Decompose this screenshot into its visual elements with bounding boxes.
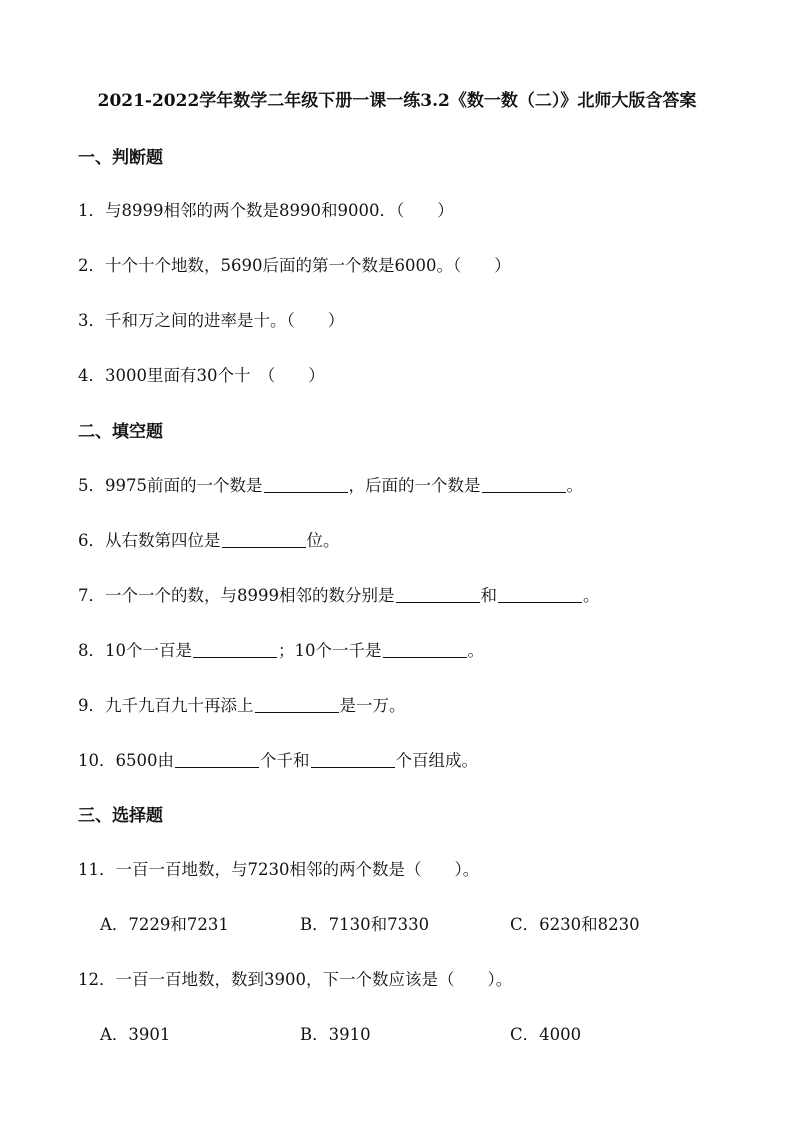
question-3: 3．千和万之间的进率是十。（ ） xyxy=(78,311,345,330)
question-4: 4．3000里面有30个十 （ ） xyxy=(78,366,325,385)
option-a[interactable]: A．3901 xyxy=(100,1025,171,1044)
question-9 xyxy=(78,692,406,716)
answer-blank[interactable] xyxy=(175,751,259,768)
question-6 xyxy=(78,527,340,551)
question-9-text-a: 9．九千九百九十再添上 xyxy=(78,696,254,715)
answer-blank[interactable] xyxy=(482,476,566,493)
answer-blank[interactable] xyxy=(193,641,277,658)
question-6-text-a: 6．从右数第四位是 xyxy=(78,531,221,550)
answer-blank[interactable] xyxy=(255,696,339,713)
answer-blank[interactable] xyxy=(311,751,395,768)
option-b[interactable]: B．3910 xyxy=(300,1025,371,1044)
answer-blank[interactable] xyxy=(396,586,480,603)
question-5-text-a: 5．9975前面的一个数是 xyxy=(78,476,263,495)
question-10-text-c: 个百组成。 xyxy=(395,751,478,770)
option-b[interactable]: B．7130和7330 xyxy=(300,915,430,934)
option-a[interactable]: A．7229和7231 xyxy=(100,915,229,934)
question-7-text-b: 和 xyxy=(480,586,497,605)
question-5-text-b: ，后面的一个数是 xyxy=(348,476,481,495)
question-10 xyxy=(78,747,478,771)
question-10-text-a: 10．6500由 xyxy=(78,751,174,770)
document-title: 2021-2022学年数学二年级下册一课一练3.2《数一数（二）》北师大版含答案 xyxy=(97,91,697,111)
question-9-text-b: 是一万。 xyxy=(339,696,406,715)
question-8-text-a: 8．10个一百是 xyxy=(78,641,192,660)
answer-blank[interactable] xyxy=(498,586,582,603)
question-5 xyxy=(78,472,583,496)
question-7 xyxy=(78,582,600,606)
answer-blank[interactable] xyxy=(264,476,348,493)
answer-blank[interactable] xyxy=(383,641,467,658)
question-11: 11．一百一百地数，与7230相邻的两个数是（ ）。 xyxy=(78,860,480,879)
question-6-text-b: 位。 xyxy=(306,531,340,550)
question-10-text-b: 个千和 xyxy=(260,751,310,770)
question-8-text-c: 。 xyxy=(467,641,484,660)
option-c[interactable]: C．6230和8230 xyxy=(510,915,640,934)
section-heading-fill-blank: 二、填空题 xyxy=(78,422,163,442)
answer-blank[interactable] xyxy=(222,531,306,548)
question-5-text-c: 。 xyxy=(566,476,583,495)
question-7-text-a: 7．一个一个的数，与8999相邻的数分别是 xyxy=(78,586,395,605)
question-7-text-c: 。 xyxy=(583,586,600,605)
question-1: 1．与8999相邻的两个数是8990和9000．（ ） xyxy=(78,201,454,220)
section-heading-multiple-choice: 三、选择题 xyxy=(78,806,163,826)
question-12: 12．一百一百地数，数到3900，下一个数应该是（ ）。 xyxy=(78,970,513,989)
question-8 xyxy=(78,637,484,661)
option-c[interactable]: C．4000 xyxy=(510,1025,582,1044)
section-heading-judgement: 一、判断题 xyxy=(78,148,163,168)
question-8-text-b: ；10个一千是 xyxy=(278,641,382,660)
question-2: 2．十个十个地数，5690后面的第一个数是6000。（ ） xyxy=(78,256,511,275)
